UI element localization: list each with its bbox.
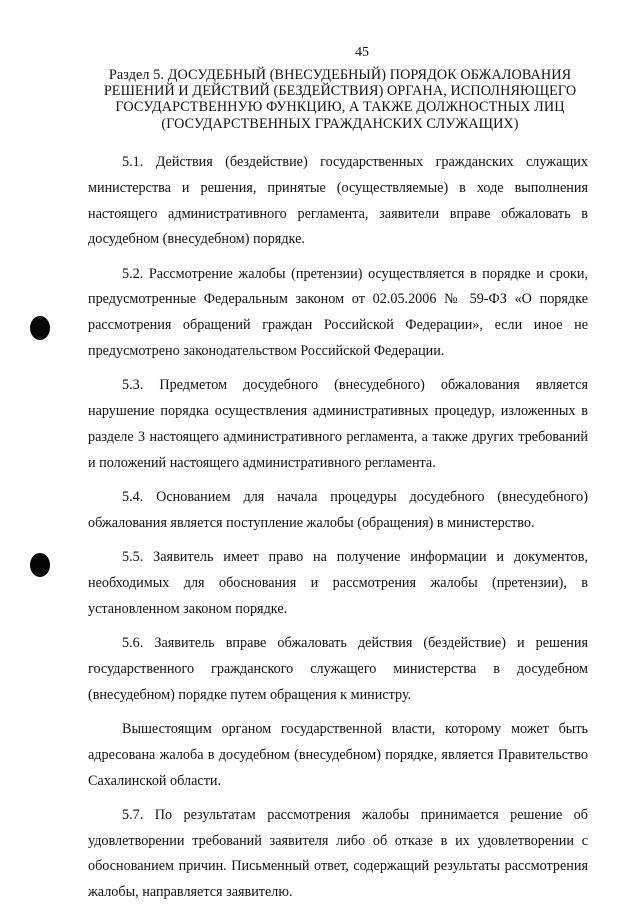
section-title: Раздел 5. ДОСУДЕБНЫЙ (ВНЕСУДЕБНЫЙ) ПОРЯДОК ОБЖАЛОВАНИЯ РЕШЕНИЙ И ДЕЙСТВИЙ (БЕЗДЕЙСТВИЯ) ОРГАНА, ИСПОЛНЯЮЩЕГО ГОСУДАРСТВЕННУЮ ФУНКЦИЮ, А ТАКЖЕ ДОЛЖНОСТНЫХ ЛИЦ (ГОСУДАРСТВЕННЫХ ГРАЖДАНСКИХ СЛУЖАЩИХ): [103, 67, 577, 132]
paragraph-5-7: 5.7. По результатам рассмотрения жалобы принимается решение об удовлетворении требований заявителя либо об отказе в их удовлетворении с обоснованием причин. Письменный ответ, содержащий результаты рассмотрения жалобы, направляется заявителю.: [88, 806, 588, 901]
paragraph-5-2: 5.2. Рассмотрение жалобы (претензии) осуществляется в порядке и сроки, предусмотренные Федеральным законом от 02.05.2006 № 59-ФЗ «О порядке рассмотрения обращений граждан Российской Федерации», если иное не предусмотрено законодательством Российской Федерации.: [88, 265, 588, 360]
paragraph-higher-authority: Вышестоящим органом государственной власти, которому может быть адресована жалоба в досудебном (внесудебном) порядке, является Правительство Сахалинской области.: [88, 720, 588, 789]
paragraph-5-5: 5.5. Заявитель имеет право на получение информации и документов, необходимых для обоснования и рассмотрения жалобы (претензии), в установленном законом порядке.: [88, 549, 588, 617]
paragraph-5-3: 5.3. Предметом досудебного (внесудебного) обжалования является нарушение порядка осуществления административных процедур, изложенных в разделе 3 настоящего административного регламента, а также других требований и положений настоящего административного регламента.: [88, 377, 588, 471]
page-number: 45: [355, 45, 369, 60]
paragraph-5-6: 5.6. Заявитель вправе обжаловать действия (бездействие) и решения государственного гражданского служащего министерства в досудебном (внесудебном) порядке путем обращения к министру.: [88, 635, 588, 703]
punch-hole-mark: [30, 316, 50, 340]
document-body: [88, 150, 588, 906]
paragraph-5-4: 5.4. Основанием для начала процедуры досудебного (внесудебного) обжалования является поступление жалобы (обращения) в министерство.: [88, 489, 588, 531]
punch-hole-mark: [30, 553, 50, 577]
paragraph-5-1: 5.1. Действия (бездействие) государственных гражданских служащих министерства и решения, принятые (осуществляемые) в ходе выполнения настоящего административного регламента, заявители вправе обжаловать в досудебном (внесудебном) порядке.: [88, 154, 588, 248]
